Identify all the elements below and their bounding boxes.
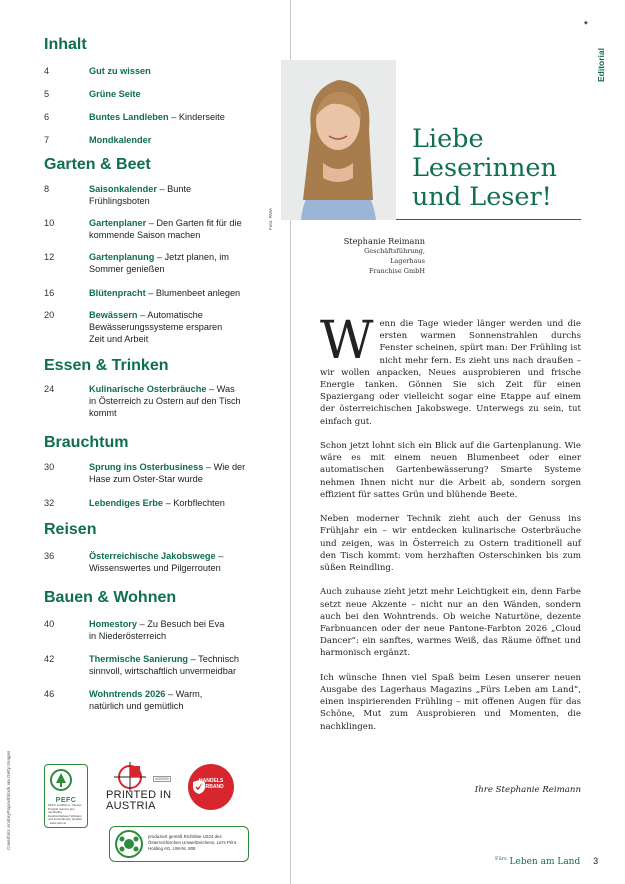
editorial-body (320, 311, 581, 745)
entry-title: Sprung ins Osterbusiness (89, 462, 204, 472)
page-number: 46 (44, 689, 55, 699)
toc-heading: Garten & Beet (44, 156, 151, 173)
entry-title: Lebendiges Erbe (89, 498, 164, 508)
toc-entry[interactable] (44, 251, 239, 275)
entry-title: Bewässern (89, 310, 138, 320)
author-name: Stephanie Reimann (343, 236, 425, 246)
page-number: 10 (44, 218, 55, 228)
entry-desc: – Jetzt planen, im Sommer genießen (89, 252, 229, 274)
entry-title: Thermische Sanierung (89, 654, 189, 664)
toc-entry[interactable] (44, 688, 239, 712)
entry-title: Saisonkalender (89, 184, 157, 194)
paragraph (320, 311, 581, 428)
toc-entry[interactable] (44, 88, 284, 100)
toc-entry[interactable] (44, 183, 224, 207)
toc-section-brauchtum (44, 432, 284, 509)
page-number: 4 (44, 66, 50, 76)
hv-text: HANDELS VERBAND (199, 778, 224, 790)
entry-title: Grüne Seite (89, 89, 141, 99)
pefc-tree-icon (48, 768, 74, 792)
drop-cap: W (320, 311, 374, 371)
footer-prefix: Fürs (495, 856, 507, 862)
umweltzeichen-icon (114, 829, 144, 859)
entry-title: Wohntrends 2026 (89, 689, 166, 699)
toc-entry[interactable] (44, 653, 244, 677)
photo-credit: Foto: RWA (268, 207, 273, 230)
headline-rule (396, 219, 581, 220)
toc-heading: Brauchtum (44, 434, 129, 451)
toc-entry[interactable] (44, 309, 234, 345)
pia-code: 0000000 (155, 777, 169, 781)
page-number: 42 (44, 654, 55, 664)
paragraph: Neben moderner Technik zieht auch der Genuss ins Frühjahr ein – wir entdecken kulinarische Osterbräuche und zeigen, was in Österreich zu Ostern traditionell auf den Tisch kommt: vom herzhaften Osterschinken bis zum süßen Reindling. (320, 514, 581, 574)
entry-desc: – Kinderseite (168, 112, 225, 122)
portrait-image (281, 60, 396, 220)
handelsverband-logo (188, 764, 234, 810)
toc-entry[interactable] (44, 550, 249, 574)
page-number: 8 (44, 184, 50, 194)
page-number: 12 (44, 252, 55, 262)
toc-entry[interactable] (44, 497, 284, 509)
toc-entry[interactable] (44, 287, 284, 299)
page-number: 32 (44, 498, 55, 508)
toc-section-inhalt (44, 34, 284, 146)
entry-desc: – Den Garten fit für die kommende Saison machen (89, 218, 242, 240)
entry-desc: – Was in Österreich zu Ostern auf den Tisch kommt (89, 384, 241, 418)
editorial-headline: Liebe Leserinnen und Leser! (412, 124, 557, 212)
entry-desc: – Korbflechten (163, 498, 225, 508)
cover-photo-credit: Coverfoto: AndreyPopov/iStock via Getty Images (6, 750, 11, 850)
toc-heading: Inhalt (44, 36, 87, 53)
entry-desc: – Technisch sinnvoll, wirtschaftlich unvermeidbar (89, 654, 239, 676)
paragraph: Ich wünsche Ihnen viel Spaß beim Lesen unserer neuen Ausgabe des Lagerhaus Magazins „Fürs Leben am Land“, einen inspirierenden Frühling – mit offenen Augen für das Schöne, Mut zum Ausprobieren und Momenten, die nachklingen. (320, 672, 581, 732)
closing-signature: Ihre Stephanie Reimann (474, 785, 581, 795)
magazine-name: Leben am Land (509, 857, 581, 867)
pefc-name: PEFC (55, 797, 77, 804)
toc-heading: Bauen & Wohnen (44, 589, 177, 606)
page-footer (495, 856, 598, 867)
entry-desc: – Bunte Frühlingsboten (89, 184, 192, 206)
toc-heading: Essen & Trinken (44, 357, 169, 374)
section-label: Editorial (596, 47, 606, 82)
entry-desc: – Blumenbeet anlegen (145, 288, 241, 298)
entry-title: Mondkalender (89, 135, 152, 145)
toc-section-essen (44, 355, 284, 419)
toc-heading: Reisen (44, 521, 97, 538)
table-of-contents (44, 34, 284, 712)
printed-in-austria-logo (106, 762, 176, 818)
entry-title: Homestory (89, 619, 137, 629)
pia-text: PRINTED IN AUSTRIA (106, 789, 172, 812)
crosshair-icon (110, 762, 150, 792)
page-number: 3 (593, 856, 599, 866)
toc-entry[interactable] (44, 461, 259, 485)
page-number: 7 (44, 135, 50, 145)
author-role-line: Lagerhaus (390, 257, 425, 265)
pefc-subtext: PEFC zertifiziert · Dieses Produkt stammt aus nachhaltig bewirtschafteten Wäldern und kontrollierten Quellen · www.pefc.at (48, 803, 83, 825)
entry-desc: – Zu Besuch bei Eva in Niederösterreich (89, 619, 225, 641)
author-role-line: Franchise GmbH (368, 267, 425, 275)
entry-desc: – Warm, natürlich und gemütlich (89, 689, 203, 711)
page-number: 6 (44, 112, 50, 122)
umweltzeichen-text: produziert gemäß Richtlinie UZ24 des Österreichischen Umweltzeichens, Let's Print Holding AG, UW-Nr. 808 (148, 834, 236, 851)
entry-desc: – Wie der Hase zum Oster-Star wurde (89, 462, 246, 484)
entry-title: Österreichische Jakobswege (89, 551, 216, 561)
toc-section-bauen (44, 587, 284, 712)
entry-desc: – Wissenswertes und Pilgerrouten (89, 551, 224, 573)
author-role (300, 246, 425, 276)
paragraph: Schon jetzt lohnt sich ein Blick auf die Gartenplanung. Wie wäre es mit einem neuen Blumenbeet oder einer automatischen Gartenbewässerung? Smarte Systeme nehmen Ihnen nicht nur die Arbeit ab, sondern sorgen effizient für sattes Grün und blühende Beete. (320, 441, 581, 500)
page-number: 5 (44, 89, 50, 99)
toc-entry[interactable] (44, 65, 284, 77)
entry-title: Gartenplaner (89, 218, 147, 228)
entry-desc: – Automatische Bewässerungssysteme ersparen Zeit und Arbeit (89, 310, 223, 344)
page-number: 40 (44, 619, 55, 629)
page-number: 16 (44, 288, 55, 298)
entry-title: Gartenplanung (89, 252, 155, 262)
page-number: 30 (44, 462, 55, 472)
entry-title: Buntes Landleben (89, 112, 169, 122)
toc-entry[interactable] (44, 618, 234, 642)
toc-entry[interactable] (44, 383, 244, 419)
page-number: 36 (44, 551, 55, 561)
paragraph: Auch zuhause zieht jetzt mehr Leichtigkeit ein, denn Farbe setzt neue Akzente – nicht nur an den Wänden, sondern auch bei den Wohntrends. Ob weiche Naturtöne, dezente Farbnuancen oder der neue Pantone-Farbton 2026 „Cloud Dancer“: ein sanftes, warmes Weiß, das Räume öffnet und harmonisch ergänzt. (320, 587, 581, 659)
toc-entry[interactable] (44, 217, 264, 241)
author-role-line: Geschäftsführung, (364, 247, 425, 255)
portrait-photo (281, 60, 396, 220)
page-tag: ◆ (584, 20, 588, 26)
entry-title: Kulinarische Osterbräuche (89, 384, 207, 394)
umweltzeichen-logo (109, 826, 249, 862)
pefc-logo (44, 764, 88, 828)
toc-entry[interactable] (44, 134, 284, 146)
toc-section-garten (44, 154, 284, 345)
page-number: 20 (44, 310, 55, 320)
toc-section-reisen (44, 519, 284, 574)
toc-entry[interactable] (44, 111, 284, 123)
page-number: 24 (44, 384, 55, 394)
entry-title: Gut zu wissen (89, 66, 151, 76)
paragraph-text: enn die Tage wieder länger werden und die ersten warmen Sonnenstrahlen durchs Fenster scheinen, spürt man: Der Frühling ist nicht mehr fern. Es zieht uns nach draußen – wir wollen anpacken, Neues ausprobieren und frische Energie tanken. Gönnen Sie sich Zeit für einen Spaziergang oder vielleicht sogar eine Etappe auf einem der österreichischen Jakobswege. Unterwegs zu sein, tut einfach gut. (320, 319, 581, 427)
entry-title: Blütenpracht (89, 288, 146, 298)
